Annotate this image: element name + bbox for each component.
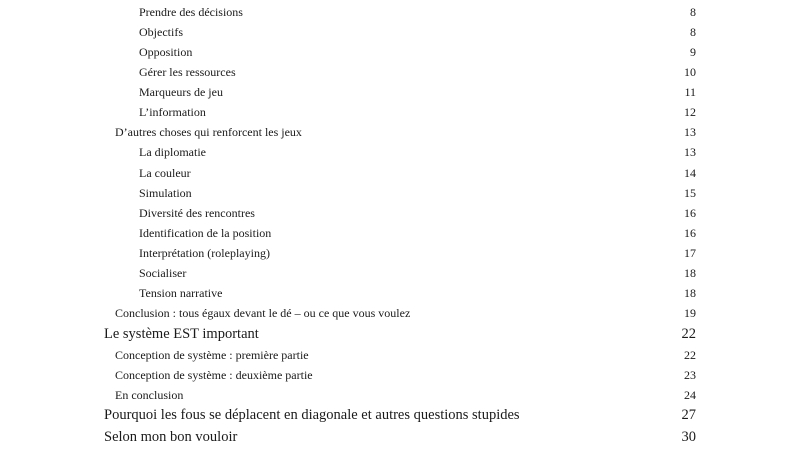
toc-entry (115, 125, 696, 140)
toc-entry (139, 105, 696, 120)
toc-entry-page: 9 (690, 45, 696, 59)
toc-entry-title: En conclusion (115, 388, 184, 402)
toc-entry-page: 15 (684, 186, 696, 200)
toc-entry (115, 306, 696, 321)
toc-entry-page: 23 (684, 368, 696, 382)
toc-entry (139, 166, 696, 181)
toc-entry (139, 226, 696, 241)
toc-entry-page: 10 (684, 65, 696, 79)
toc-entry (139, 25, 696, 40)
toc-entry (115, 388, 696, 403)
toc-entry-page: 22 (684, 348, 696, 362)
toc-entry-page: 18 (684, 266, 696, 280)
toc-entry-title: Identification de la position (139, 226, 272, 240)
toc-entry-page: 24 (684, 388, 696, 402)
toc-entry (139, 45, 696, 60)
toc-entry-title: Objectifs (139, 25, 183, 39)
toc-entry-title: Gérer les ressources (139, 65, 236, 79)
toc-entry-title: Pourquoi les fous se déplacent en diagonale et autres questions stupides (104, 407, 520, 423)
toc-entry-title: D’autres choses qui renforcent les jeux (115, 125, 302, 139)
toc-entry-page: 30 (681, 429, 696, 445)
toc-entry-title: Simulation (139, 186, 192, 200)
toc-entry (104, 429, 696, 446)
toc-entry-title: Diversité des rencontres (139, 206, 255, 220)
toc-entry (139, 186, 696, 201)
toc-entry (139, 5, 696, 20)
toc-entry-page: 19 (684, 306, 696, 320)
toc-entry-page: 18 (684, 286, 696, 300)
toc-entry-page: 13 (684, 125, 696, 139)
toc-entry-title: Interprétation (roleplaying) (139, 246, 270, 260)
toc-entry (139, 246, 696, 261)
toc-entry (139, 85, 696, 100)
toc-entry (139, 65, 696, 80)
toc-entry-title: Conception de système : deuxième partie (115, 368, 313, 382)
toc-entry-title: Opposition (139, 45, 193, 59)
toc-entry-page: 12 (684, 105, 696, 119)
toc-entry (139, 206, 696, 221)
toc-entry (104, 407, 696, 424)
toc-entry (115, 368, 696, 383)
toc-entry-title: Conception de système : première partie (115, 348, 309, 362)
toc-entry (139, 266, 696, 281)
toc-entry-title: Marqueurs de jeu (139, 85, 223, 99)
toc-entry (104, 326, 696, 343)
toc-entry-page: 8 (690, 25, 696, 39)
toc-entry-page: 11 (684, 85, 696, 99)
toc-entry-title: Tension narrative (139, 286, 223, 300)
toc-entry-title: Le système EST important (104, 326, 259, 342)
toc-entry-page: 16 (684, 226, 696, 240)
toc-entry (139, 286, 696, 301)
toc-entry-page: 16 (684, 206, 696, 220)
toc-entry-title: Socialiser (139, 266, 187, 280)
toc-entry-page: 27 (681, 407, 696, 423)
toc-entry-title: Selon mon bon vouloir (104, 429, 238, 445)
toc-entry (139, 145, 696, 160)
toc-entry-page: 8 (690, 5, 696, 19)
toc-entry-page: 13 (684, 145, 696, 159)
toc-entry-page: 22 (681, 326, 696, 342)
toc-entry-page: 14 (684, 166, 696, 180)
toc-entry-title: La diplomatie (139, 145, 206, 159)
toc-entry (115, 348, 696, 363)
toc-entry-title: Conclusion : tous égaux devant le dé – ou ce que vous voulez (115, 306, 411, 320)
toc-entry-title: Prendre des décisions (139, 5, 243, 19)
toc-entry-title: L’information (139, 105, 206, 119)
toc-entry-title: La couleur (139, 166, 191, 180)
toc-entry-page: 17 (684, 246, 696, 260)
